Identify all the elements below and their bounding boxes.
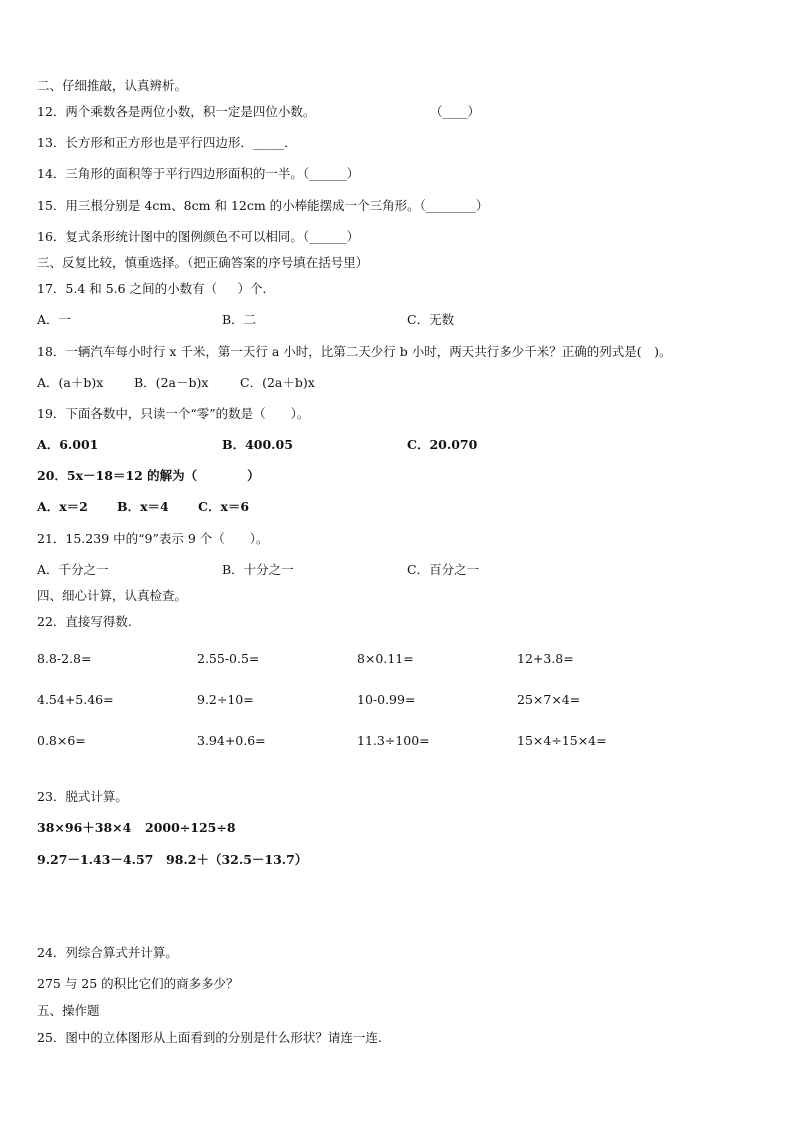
q22-cell-1-3: 8×0.11= [357, 651, 414, 666]
q22-cell-1-4: 12+3.8= [517, 651, 574, 666]
section-4-title: 四、细心计算，认真检查。 [37, 588, 188, 603]
question-18: 18．一辆汽车每小时行 x 千米，第一天行 a 小时，比第二天少行 b 小时，两天共行多少千米？正确的列式是( )。 [37, 344, 672, 359]
q18-option-c[interactable]: C．(2a＋b)x [240, 375, 315, 390]
q21-option-a[interactable]: A．千分之一 [37, 562, 109, 577]
q19-option-c[interactable]: C．20.070 [407, 437, 478, 452]
section-5-title: 五、操作题 [37, 1003, 100, 1018]
q22-cell-2-3: 10-0.99= [357, 692, 416, 707]
q23-expr-3: 9.27－1.43－4.57 [37, 852, 154, 867]
q23-expr-4: 98.2＋（32.5－13.7） [166, 852, 308, 867]
q22-cell-1-2: 2.55-0.5= [197, 651, 260, 666]
question-19: 19．下面各数中，只读一个“零”的数是（ ）。 [37, 406, 310, 421]
q20-option-b[interactable]: B．x＝4 [117, 499, 169, 514]
question-21: 21．15.239 中的“9”表示 9 个（ ）。 [37, 531, 269, 546]
q22-cell-3-4: 15×4÷15×4= [517, 733, 607, 748]
question-12: 12．两个乘数各是两位小数，积一定是四位小数。 [37, 104, 316, 119]
q18-option-a[interactable]: A．(a＋b)x [37, 375, 104, 390]
question-15: 15．用三根分别是 4cm、8cm 和 12cm 的小棒能摆成一个三角形。（________） [37, 198, 489, 213]
q22-cell-2-1: 4.54+5.46= [37, 692, 114, 707]
q19-option-a[interactable]: A．6.001 [37, 437, 99, 452]
question-22: 22．直接写得数. [37, 614, 132, 629]
question-24: 24．列综合算式并计算。 [37, 945, 178, 960]
q20-option-a[interactable]: A．x＝2 [37, 499, 88, 514]
question-16: 16．复式条形统计图中的图例颜色不可以相同。（______） [37, 229, 360, 244]
question-25: 25．图中的立体图形从上面看到的分别是什么形状？请连一连. [37, 1030, 382, 1045]
question-20: 20．5x－18＝12 的解为（ ） [37, 468, 260, 483]
question-24-body: 275 与 25 的积比它们的商多多少？ [37, 976, 239, 991]
question-17: 17．5.4 和 5.6 之间的小数有（ ）个． [37, 281, 276, 296]
q17-option-c[interactable]: C．无数 [407, 312, 455, 327]
q17-option-b[interactable]: B．二 [222, 312, 257, 327]
question-23: 23．脱式计算。 [37, 789, 128, 804]
q22-cell-2-4: 25×7×4= [517, 692, 581, 707]
q18-option-b[interactable]: B．(2a－b)x [134, 375, 209, 390]
q17-option-a[interactable]: A．一 [37, 312, 72, 327]
q23-expr-2: 2000÷125÷8 [145, 820, 236, 835]
q22-cell-1-1: 8.8-2.8= [37, 651, 92, 666]
question-14: 14．三角形的面积等于平行四边形面积的一半。（______） [37, 166, 360, 181]
section-2-title: 二、仔细推敲，认真辨析。 [37, 78, 188, 93]
q22-cell-3-2: 3.94+0.6= [197, 733, 266, 748]
q22-cell-3-3: 11.3÷100= [357, 733, 430, 748]
q22-cell-3-1: 0.8×6= [37, 733, 86, 748]
q23-expr-1: 38×96＋38×4 [37, 820, 132, 835]
question-13: 13．长方形和正方形也是平行四边形．_____． [37, 135, 297, 150]
q21-option-c[interactable]: C．百分之一 [407, 562, 480, 577]
q22-cell-2-2: 9.2÷10= [197, 692, 254, 707]
q20-option-c[interactable]: C．x＝6 [198, 499, 250, 514]
section-3-title: 三、反复比较，慎重选择。（把正确答案的序号填在括号里） [37, 255, 369, 270]
q19-option-b[interactable]: B．400.05 [222, 437, 293, 452]
question-12-answer-blank[interactable]: （____） [430, 104, 481, 119]
q21-option-b[interactable]: B．十分之一 [222, 562, 294, 577]
